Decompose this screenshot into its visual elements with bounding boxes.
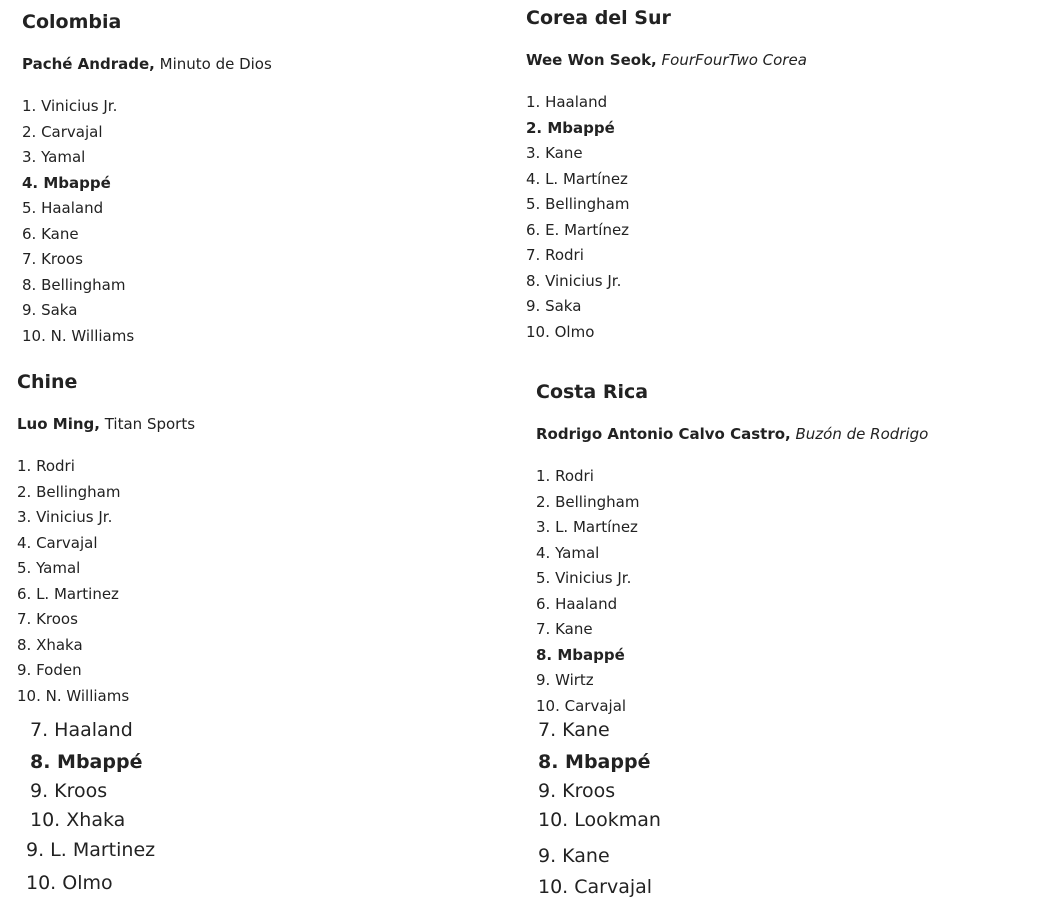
- outlet-name: Minuto de Dios: [159, 55, 272, 73]
- journalist-name: Luo Ming,: [17, 415, 100, 433]
- ranking-item: 3. L. Martínez: [536, 518, 638, 536]
- fragment-line: 9. Kroos: [30, 780, 108, 802]
- ranking-item: 2. Carvajal: [22, 122, 103, 141]
- country-heading: Colombia: [22, 11, 122, 33]
- country-heading: Costa Rica: [536, 381, 649, 403]
- ranking-item: 10. N. Williams: [17, 686, 130, 705]
- fragment-line: 8. Mbappé: [30, 751, 143, 773]
- country-heading: Corea del Sur: [526, 7, 671, 29]
- fragment-text: 7. Haaland: [30, 719, 133, 741]
- ranking-item: 6. Kane: [22, 224, 79, 243]
- ranking-item: 9. Saka: [22, 301, 78, 319]
- ranking-item: 4. Carvajal: [17, 533, 98, 552]
- outlet-name: Titan Sports: [104, 415, 196, 433]
- ranking-item: 7. Kroos: [22, 250, 83, 268]
- ranking-item: 1. Vinicius Jr.: [22, 97, 118, 115]
- ranking-item: 10. Carvajal: [536, 696, 627, 715]
- ranking-item: 2. Bellingham: [17, 482, 121, 501]
- cut-fragment: [538, 846, 658, 866]
- ranking-item: 6. Haaland: [536, 594, 618, 613]
- ranking-item: 10. Olmo: [526, 322, 595, 341]
- fragment-line: 10. Xhaka: [30, 809, 126, 831]
- ranking-item: 6. E. Martínez: [526, 220, 630, 239]
- ranking-item: 7. Rodri: [526, 246, 584, 264]
- byline: [17, 414, 195, 434]
- ranking-item: 3. Yamal: [22, 148, 86, 166]
- ranking-item: 8. Mbappé: [536, 645, 625, 664]
- journalist-name: Rodrigo Antonio Calvo Castro,: [536, 425, 791, 443]
- ranking-item: 8. Xhaka: [17, 635, 83, 654]
- ranking-item: 4. Mbappé: [22, 173, 111, 192]
- ranking-item: 2. Mbappé: [526, 118, 615, 137]
- ranking-item: 5. Yamal: [17, 559, 81, 577]
- journalist-name: Wee Won Seok,: [526, 51, 657, 69]
- ranking-item: 5. Bellingham: [526, 195, 630, 213]
- ranking-item: 9. Foden: [17, 661, 82, 679]
- fragment-line: 9. Kroos: [538, 780, 616, 802]
- byline: [526, 50, 807, 70]
- ranking-item: 1. Rodri: [17, 457, 75, 475]
- fragment-line: 8. Mbappé: [538, 751, 651, 773]
- ranking-item: 7. Kane: [536, 620, 593, 638]
- fragment-line: 10. Olmo: [26, 872, 113, 894]
- section-colombia: [22, 10, 272, 349]
- fragment-text: 9. L. Martinez: [26, 839, 156, 861]
- ranking-item: 4. L. Martínez: [526, 169, 628, 188]
- ranking-item: 9. Wirtz: [536, 671, 594, 689]
- ranking-item: 6. L. Martinez: [17, 584, 119, 603]
- section-costa-rica: [536, 380, 928, 719]
- ranking-item: 9. Saka: [526, 297, 582, 315]
- ranking-list: [22, 94, 272, 349]
- ranking-item: 1. Haaland: [526, 93, 608, 111]
- fragment-text: 9. Kane: [538, 845, 610, 867]
- ranking-item: 3. Vinicius Jr.: [17, 508, 113, 526]
- cut-fragment: [30, 719, 170, 741]
- fragment-text: 7. Kane: [538, 719, 610, 741]
- outlet-name: FourFourTwo Corea: [661, 51, 807, 69]
- fragment-line: 10. Lookman: [538, 809, 661, 831]
- fragment-line: 10. Carvajal: [538, 876, 653, 898]
- ranking-item: 4. Yamal: [536, 543, 600, 562]
- ranking-item: 5. Haaland: [22, 199, 104, 217]
- cut-fragment: [538, 719, 658, 741]
- ranking-item: 2. Bellingham: [536, 492, 640, 511]
- ranking-item: 8. Vinicius Jr.: [526, 271, 622, 290]
- country-heading: Chine: [17, 371, 78, 393]
- ranking-list: [17, 454, 195, 709]
- outlet-name: Buzón de Rodrigo: [795, 425, 929, 443]
- ranking-list: [526, 90, 807, 345]
- ranking-item: 7. Kroos: [17, 610, 78, 628]
- journalist-name: Paché Andrade,: [22, 55, 155, 73]
- ranking-item: 1. Rodri: [536, 467, 594, 485]
- ranking-item: 10. N. Williams: [22, 326, 135, 345]
- cut-fragment: [26, 839, 186, 861]
- byline: [536, 424, 928, 444]
- byline: [22, 54, 272, 74]
- ranking-list: [536, 464, 928, 719]
- section-chine: [17, 370, 195, 709]
- ranking-item: 3. Kane: [526, 144, 583, 162]
- ranking-item: 5. Vinicius Jr.: [536, 569, 632, 587]
- section-corea-del-sur: [526, 6, 807, 345]
- ranking-item: 8. Bellingham: [22, 275, 126, 294]
